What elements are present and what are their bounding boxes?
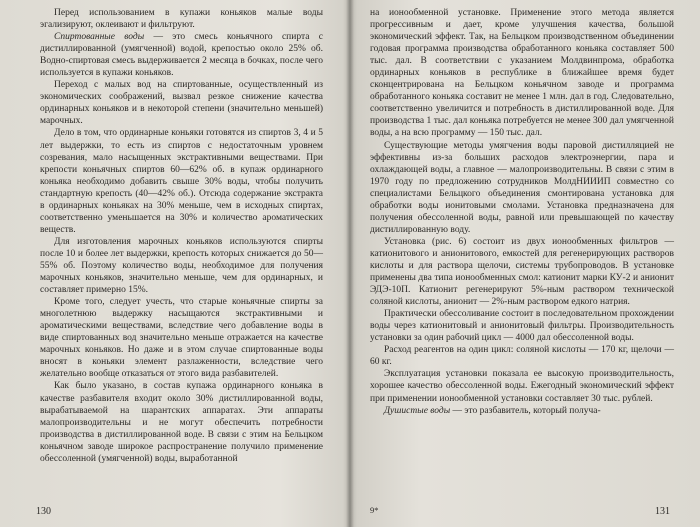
left-page <box>0 0 348 527</box>
paragraph: Существующие методы умягчения воды паровой дистилляцией не эффективны из-за больших расходов электроэнергии, пара и охлаждающей воды, а главное — малопроизводительны. В связи с этим в 1970 году по предложению сотрудников МолдНИИИП совместно со специалистами Бельцкого объединения смонтирована установка для обработки воды ионитовыми смолами. Установка предназначена для получения обессоленной воды, равной или превышающей по качеству дистиллированную воду. <box>370 140 674 235</box>
right-page <box>352 0 700 527</box>
paragraph: Как было указано, в состав купажа ординарного коньяка в качестве разбавителя входит около 30% дистиллированной воды, вырабатываемой на шарантских аппаратах. Эти аппараты малопроизводительны и не могут обеспечить потребности производства в дистиллированной воде. В связи с этим на Бельцком коньячном заводе широкое распространение получило применение обессоленной (умягченной) воды, выработанной <box>40 381 323 464</box>
page-number-right: 131 <box>655 506 670 517</box>
signature-mark: 9* <box>370 505 379 515</box>
paragraph: на ионообменной установке. Применение этого метода является прогрессивным и дает, кроме улучшения качества, большой экономический эффект. Так, на Бельцком производственном объединении годовая программа производства обработанного коньяка составляет 500 тыс. дал. В соответствии с указанием Молдвинпрома, обработка ординарных коньяков в республике в ближайшее время будет сконцентрирована на Бельцком коньячном заводе и программа обработанного коньяка составит не менее 1 млн. дал в год. Следовательно, соответственно увеличится и потребность в дистиллированной воде. Для производства 1 тыс. дал коньяка потребуется не менее 300 дал умягченной воды, а на всю программу — 150 тыс. дал. <box>370 8 674 139</box>
page-number-left: 130 <box>36 506 51 517</box>
paragraph: Для изготовления марочных коньяков используются спирты после 10 и более лет выдержки, крепость которых снижается до 50—55% об. Поэтому количество воды, необходимое для получения марочных коньяков, значительно меньше, чем для ординарных, и составляет примерно 15%. <box>40 236 323 296</box>
left-text-column <box>40 7 323 465</box>
paragraph: Перед использованием в купажи коньяков малые воды эгализируют, оклеивают и фильтруют. <box>40 8 323 31</box>
paragraph: Установка (рис. 6) состоит из двух ионообменных фильтров — катионитового и анионитового, емкостей для регенерирующих растворов кислоты и для раствора щелочи, системы трубопроводов. В установке применены два типа ионообменных смол: катионит марки КУ-2 и анионит ЭДЭ-10П. Катионит регенерируют 5%-ным раствором технической соляной кислоты, анионит — 2%-ным раствором едкого натрия. <box>370 236 674 308</box>
paragraph: Расход реагентов на один цикл: соляной кислоты — 170 кг, щелочи — 60 кг. <box>370 345 674 368</box>
paragraph: Дело в том, что ординарные коньяки готовятся из спиртов 3, 4 и 5 лет выдержки, то есть из спиртов с недостаточным уровнем созревания, мало насыщенных экстрактивными веществами. При крепости коньячных спиртов 60—62% об. в купаж ординарного коньяка необходимо добавить свыше 30% воды, чтобы получить стандартную крепость (40—42% об.). Отсюда содержание экстракта в ординарных коньяках на 30% меньше, чем в исходных спиртах, соответственно уменьшается на 30% и количество ароматических веществ. <box>40 128 323 235</box>
term-lead: Душистые воды <box>384 405 451 416</box>
paragraph: Спиртованные воды — это смесь коньячного спирта с дистиллированной (умягченной) водой, крепостью около 25% об. Водно-спиртовая смесь выдерживается 2 месяца в бочках, после чего используется в купажи коньяков. <box>40 32 323 79</box>
paragraph: Душистые воды — это разбавитель, который получа- <box>384 405 601 416</box>
paragraph: Переход с малых вод на спиртованные, осуществленный из экономических соображений, вызвал резкое снижение качества ординарных коньяков и в некоторой степени (значительно меньшей) марочных. <box>40 80 323 127</box>
right-text-column <box>370 7 674 417</box>
paragraph: Практически обессоливание состоит в последовательном прохождении воды через катионитовый и анионитовый фильтры. Производительность установки за один рабочий цикл — 4000 дал обессоленной воды. <box>370 309 674 344</box>
paragraph: Кроме того, следует учесть, что старые коньячные спирты за многолетнюю выдержку насыщаются экстрактивными и ароматическими веществами, вследствие чего добавление воды в виде спиртованных вод значительно меньше отражается на качестве марочных коньяков. Но даже и в этом случае спиртованные воды вносят в коньяки элемент разлаженности, вследствие чего желательно вообще отказаться от этого вида разбавителей. <box>40 297 323 380</box>
term-lead: Спиртованные воды <box>54 32 145 43</box>
paragraph: Эксплуатация установки показала ее высокую производительность, хорошее качество обессоленной воды. Ежегодный экономический эффект при применении ионообменной установки составляет 30 тыс. рублей. <box>370 369 674 404</box>
